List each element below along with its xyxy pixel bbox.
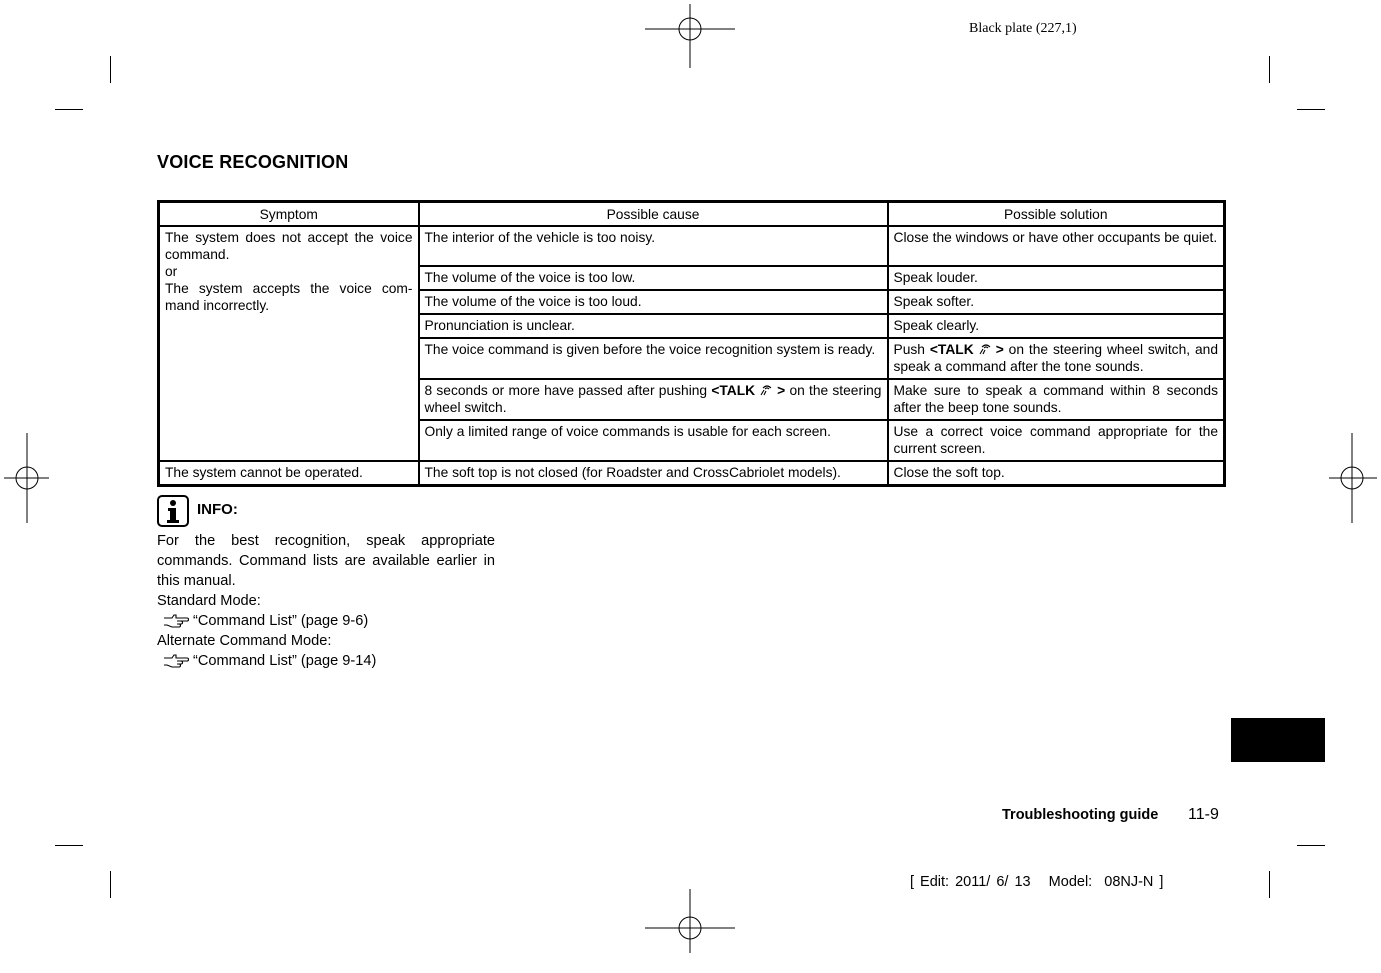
section-title: VOICE RECOGNITION: [157, 152, 349, 172]
registration-mark-bottom: [645, 883, 735, 973]
chapter-thumb-tab: [1231, 718, 1325, 762]
registration-mark-right: [1307, 433, 1381, 523]
cause-cell: The voice command is given before the voice recognition system is ready.: [419, 338, 888, 379]
talk-voice-icon: [978, 342, 992, 356]
alternate-mode-label: Alternate Command Mode:: [157, 633, 332, 649]
symptom-line: The system does not accept the voice command.: [165, 230, 413, 262]
registration-mark-top: [645, 0, 735, 74]
registration-mark-left: [4, 433, 94, 523]
cause-cell: The volume of the voice is too low.: [419, 266, 888, 290]
footer-page-number: 11-9: [1188, 806, 1219, 823]
info-icon: [157, 495, 189, 527]
talk-voice-icon: [759, 383, 773, 397]
talk-button-label: <TALK: [929, 342, 974, 357]
cause-cell: [419, 379, 888, 420]
edit-info: [ Edit: 2011/ 6/ 13 Model: 08NJ-N ]: [910, 874, 1164, 890]
symptom-cell-2: The system cannot be operated.: [159, 461, 419, 486]
info-label: INFO:: [197, 501, 238, 518]
solution-text: Push: [893, 342, 925, 357]
plate-label: Black plate (227,1): [969, 21, 1077, 36]
talk-button-label-close: >: [995, 342, 1004, 357]
solution-cell: [888, 338, 1225, 379]
solution-cell: Speak louder.: [888, 266, 1225, 290]
symptom-line: or: [165, 264, 178, 279]
cause-text: on the steering wheel switch.: [424, 383, 882, 415]
reference-text: “Command List” (page 9-14): [193, 653, 377, 669]
cause-cell: The volume of the voice is too loud.: [419, 290, 888, 314]
solution-cell: Close the windows or have other occupants be quiet.: [888, 226, 1225, 266]
cause-cell: The interior of the vehicle is too noisy.: [419, 226, 888, 266]
table-row: [159, 461, 1225, 486]
reference-text: “Command List” (page 9-6): [193, 613, 369, 629]
troubleshooting-table: [157, 200, 1226, 487]
solution-cell: Use a correct voice command appropriate for the current screen.: [888, 420, 1225, 461]
header-symptom: Symptom: [159, 202, 419, 227]
cause-text: 8 seconds or more have passed after pushing: [424, 383, 708, 398]
standard-mode-label: Standard Mode:: [157, 593, 261, 609]
solution-text: on the steering wheel switch, and speak a command after the tone sounds.: [893, 342, 1218, 374]
solution-cell: Speak clearly.: [888, 314, 1225, 338]
solution-cell: Make sure to speak a command within 8 seconds after the beep tone sounds.: [888, 379, 1225, 420]
table-header-row: [159, 202, 1225, 227]
reference-link-alternate[interactable]: [157, 651, 495, 671]
reference-link-standard[interactable]: [157, 611, 495, 631]
pointing-hand-icon: [163, 613, 189, 629]
solution-cell: Close the soft top.: [888, 461, 1225, 486]
symptom-cell-1: [159, 226, 419, 461]
header-possible-cause: Possible cause: [419, 202, 888, 227]
table-row: [159, 226, 1225, 266]
pointing-hand-icon: [163, 653, 189, 669]
symptom-line: The system accepts the voice com-mand incorrectly.: [165, 281, 413, 313]
talk-button-label-close: >: [777, 383, 786, 398]
info-paragraph: For the best recognition, speak appropriate commands. Command lists are available earlier in this manual.: [157, 533, 495, 589]
info-body: [157, 531, 495, 671]
solution-cell: Speak softer.: [888, 290, 1225, 314]
cause-cell: Pronunciation is unclear.: [419, 314, 888, 338]
footer-section-label: Troubleshooting guide: [1002, 807, 1159, 823]
cause-cell: Only a limited range of voice commands is usable for each screen.: [419, 420, 888, 461]
cause-cell: The soft top is not closed (for Roadster and CrossCabriolet models).: [419, 461, 888, 486]
talk-button-label: <TALK: [711, 383, 756, 398]
header-possible-solution: Possible solution: [888, 202, 1225, 227]
